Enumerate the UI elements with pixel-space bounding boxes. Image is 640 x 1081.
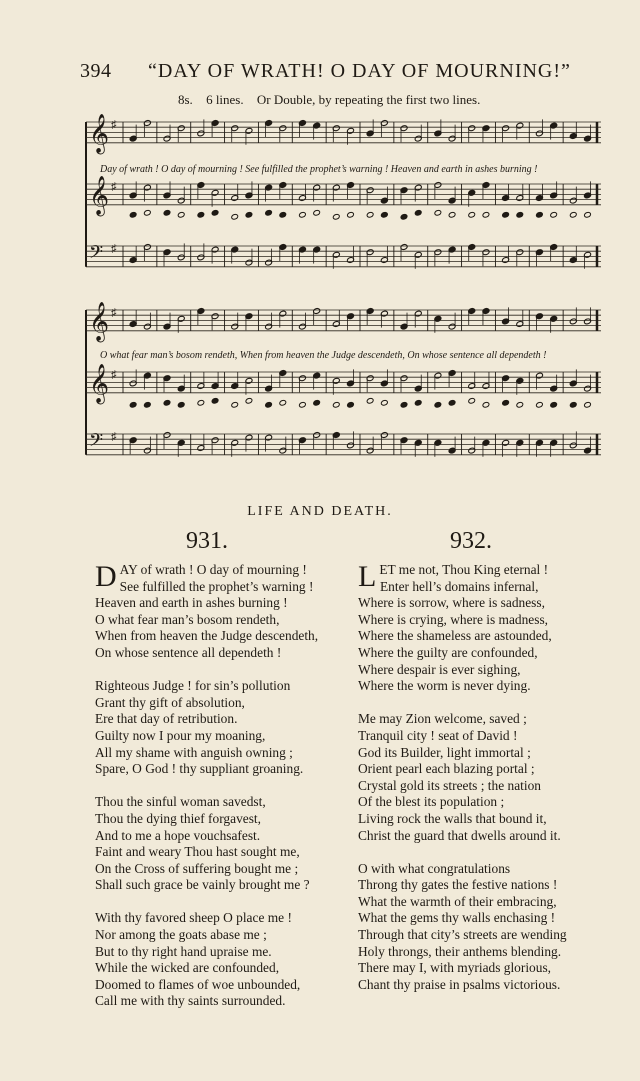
verse-line-text: Me may Zion welcome, saved ;	[358, 711, 527, 727]
verse-line	[95, 612, 345, 629]
verse-line	[95, 927, 345, 944]
verse-line	[95, 811, 345, 828]
sharp-icon: ♯	[111, 369, 117, 382]
verse-line-text: Crystal gold its streets ; the nation	[358, 777, 541, 793]
stanza-gap	[95, 894, 345, 911]
verse-line	[358, 927, 608, 944]
verse-line	[95, 761, 345, 778]
verse-line-text: Of the blest its population ;	[358, 794, 505, 810]
verse-line-text: See fulfilled the prophet’s warning !	[119, 578, 314, 594]
hymn-number-932: 932.	[450, 528, 492, 554]
stanza-gap	[358, 695, 608, 712]
verse-line-text: Call me with thy saints surrounded.	[95, 993, 286, 1009]
meter-line	[178, 92, 480, 108]
verse-line-text: Thou the dying thief forgavest,	[95, 810, 261, 826]
verse-line	[358, 960, 608, 977]
verse-line	[358, 778, 608, 795]
verse-line-text: Christ the guard that dwells around it.	[358, 827, 561, 843]
verse-line-text: Guilty now I pour my moaning,	[95, 727, 266, 743]
verse-line	[358, 645, 608, 662]
verse-line-text: Living rock the walls that bound it,	[358, 810, 547, 826]
verse-line-text: With thy favored sheep O place me !	[95, 910, 292, 926]
verse-line-text: There may I, with myriads glorious,	[358, 960, 552, 976]
verse-line	[95, 645, 345, 662]
verse-line-text: When from heaven the Judge descendeth,	[95, 628, 319, 644]
drop-cap: D	[95, 560, 117, 593]
verse-line-text: What the warmth of their embracing,	[358, 893, 557, 909]
drop-cap: L	[358, 560, 377, 593]
sharp-icon: ♯	[111, 307, 117, 320]
verse-line-text: Where is crying, where is madness,	[358, 611, 549, 627]
verse-line-text: Tranquil city ! seat of David !	[358, 727, 518, 743]
verse-line-text: All my shame with anguish owning ;	[95, 744, 293, 760]
sharp-icon: ♯	[111, 119, 117, 132]
verse-line	[95, 711, 345, 728]
verse-line-text: Holy throngs, their anthems blending.	[358, 943, 562, 959]
verse-line-text: Righteous Judge ! for sin’s pollution	[95, 678, 291, 694]
verse-line	[358, 595, 608, 612]
verse-line	[95, 993, 345, 1010]
page-number: 394	[80, 60, 112, 82]
meter-lines: 6 lines.	[206, 92, 244, 107]
verse-line	[95, 695, 345, 712]
verse-line-text: ET me not, Thou King eternal !	[379, 562, 549, 577]
verse-line-text: Through that city’s streets are wending	[358, 927, 567, 943]
verse-line-text: O what fear man’s bosom rendeth,	[95, 611, 280, 627]
verse-line	[358, 662, 608, 679]
running-head	[80, 60, 600, 86]
verse-line	[358, 794, 608, 811]
verse-line-text: Spare, O God ! thy suppliant groaning.	[95, 761, 304, 777]
verse-line	[95, 944, 345, 961]
verse-line	[358, 894, 608, 911]
verse-line	[358, 678, 608, 695]
verse-line	[95, 828, 345, 845]
verse-line	[95, 579, 345, 596]
verse-line	[95, 595, 345, 612]
verse-line	[358, 910, 608, 927]
verse-line	[358, 711, 608, 728]
verse-line-text: Orient pearl each blazing portal ;	[358, 761, 535, 777]
treble-clef-icon: 𝄞	[89, 303, 110, 341]
verse-line-text: Grant thy gift of absolution,	[95, 694, 245, 710]
verse-line	[95, 628, 345, 645]
verse-line	[358, 579, 608, 596]
section-title: LIFE AND DEATH.	[247, 504, 393, 519]
verse-line-text: Where the worm is never dying.	[358, 678, 531, 694]
verse-line-text: Enter hell’s domains infernal,	[380, 578, 539, 594]
verse-line	[95, 678, 345, 695]
verse-line-text: Where the shameless are astounded,	[358, 628, 552, 644]
verse-line	[95, 977, 345, 994]
verse-line-text: Faint and weary Thou hast sought me,	[95, 844, 300, 860]
hymn-number-931: 931.	[186, 528, 228, 554]
page-title: “DAY OF WRATH! O DAY OF MOURNING!”	[148, 60, 571, 82]
verse-line	[95, 861, 345, 878]
music-notation-1	[85, 112, 603, 284]
treble-clef-icon: 𝄞	[89, 115, 110, 153]
verse-line	[358, 977, 608, 994]
music-notation-2	[85, 300, 603, 472]
music-lyric-line-1: Day of wrath ! O day of mourning ! See fulfilled the prophet’s warning ! Heaven and earth in ashes burning !	[100, 164, 538, 175]
verse-line	[95, 877, 345, 894]
stanza-gap	[358, 844, 608, 861]
verse-line	[358, 877, 608, 894]
verse-line	[358, 761, 608, 778]
verse-line-text: Doomed to flames of woe unbounded,	[95, 976, 301, 992]
bass-clef-icon: 𝄢	[89, 241, 104, 267]
verse-line	[95, 960, 345, 977]
verse-line-text: Shall such grace be vainly brought me ?	[95, 877, 310, 893]
sharp-icon: ♯	[111, 431, 117, 444]
verse-line-text: Ere that day of retribution.	[95, 711, 238, 727]
verse-line	[95, 794, 345, 811]
verse-line	[358, 628, 608, 645]
verse-line-text: On the Cross of suffering bought me ;	[95, 860, 299, 876]
meter-syllables: 8s.	[178, 92, 193, 107]
music-lyric-line-2: O what fear man’s bosom rendeth, When from heaven the Judge descendeth, On whose sentence all dependeth !	[100, 350, 547, 361]
stanza-gap	[95, 662, 345, 679]
verse-line-text: Where despair is ever sighing,	[358, 661, 521, 677]
verse-line-text: What the gems thy walls enchasing !	[358, 910, 556, 926]
music-system-2	[85, 300, 603, 472]
verse-line	[358, 728, 608, 745]
verse-line	[358, 828, 608, 845]
hymn-931-text	[95, 562, 345, 1010]
verse-line-text: But to thy right hand upraise me.	[95, 943, 272, 959]
sharp-icon: ♯	[111, 181, 117, 194]
verse-line	[358, 811, 608, 828]
sharp-icon: ♯	[111, 243, 117, 256]
treble-clef-icon: 𝄞	[89, 365, 110, 403]
verse-line-text: Where the guilty are confounded,	[358, 644, 538, 660]
verse-line-text: And to me a hope vouchsafest.	[95, 827, 261, 843]
verse-line	[95, 844, 345, 861]
verse-line	[95, 728, 345, 745]
verse-line-text: God its Builder, light immortal ;	[358, 744, 531, 760]
verse-line-text: Thou the sinful woman savedst,	[95, 794, 266, 810]
verse-line-text: O with what congratulations	[358, 860, 511, 876]
verse-line	[358, 612, 608, 629]
meter-note: Or Double, by repeating the first two lines.	[256, 92, 481, 107]
verse-line	[95, 910, 345, 927]
verse-line-text: AY of wrath ! O day of mourning !	[119, 562, 307, 577]
verse-line	[358, 745, 608, 762]
verse-line-text: While the wicked are confounded,	[95, 960, 280, 976]
verse-line	[358, 944, 608, 961]
hymn-932-text	[358, 562, 608, 993]
verse-line-text: Chant thy praise in psalms victorious.	[358, 976, 561, 992]
bass-clef-icon: 𝄢	[89, 429, 104, 455]
verse-line	[95, 745, 345, 762]
verse-line-text: Throng thy gates the festive nations !	[358, 877, 558, 893]
verse-line-text: On whose sentence all dependeth !	[95, 644, 282, 660]
stanza-gap	[95, 778, 345, 795]
treble-clef-icon: 𝄞	[89, 177, 110, 215]
music-system-1	[85, 112, 603, 284]
verse-line	[358, 861, 608, 878]
verse-line-text: Nor among the goats abase me ;	[95, 927, 267, 943]
verse-line-text: Heaven and earth in ashes burning !	[95, 595, 288, 611]
verse-line-text: Where is sorrow, where is sadness,	[358, 595, 545, 611]
